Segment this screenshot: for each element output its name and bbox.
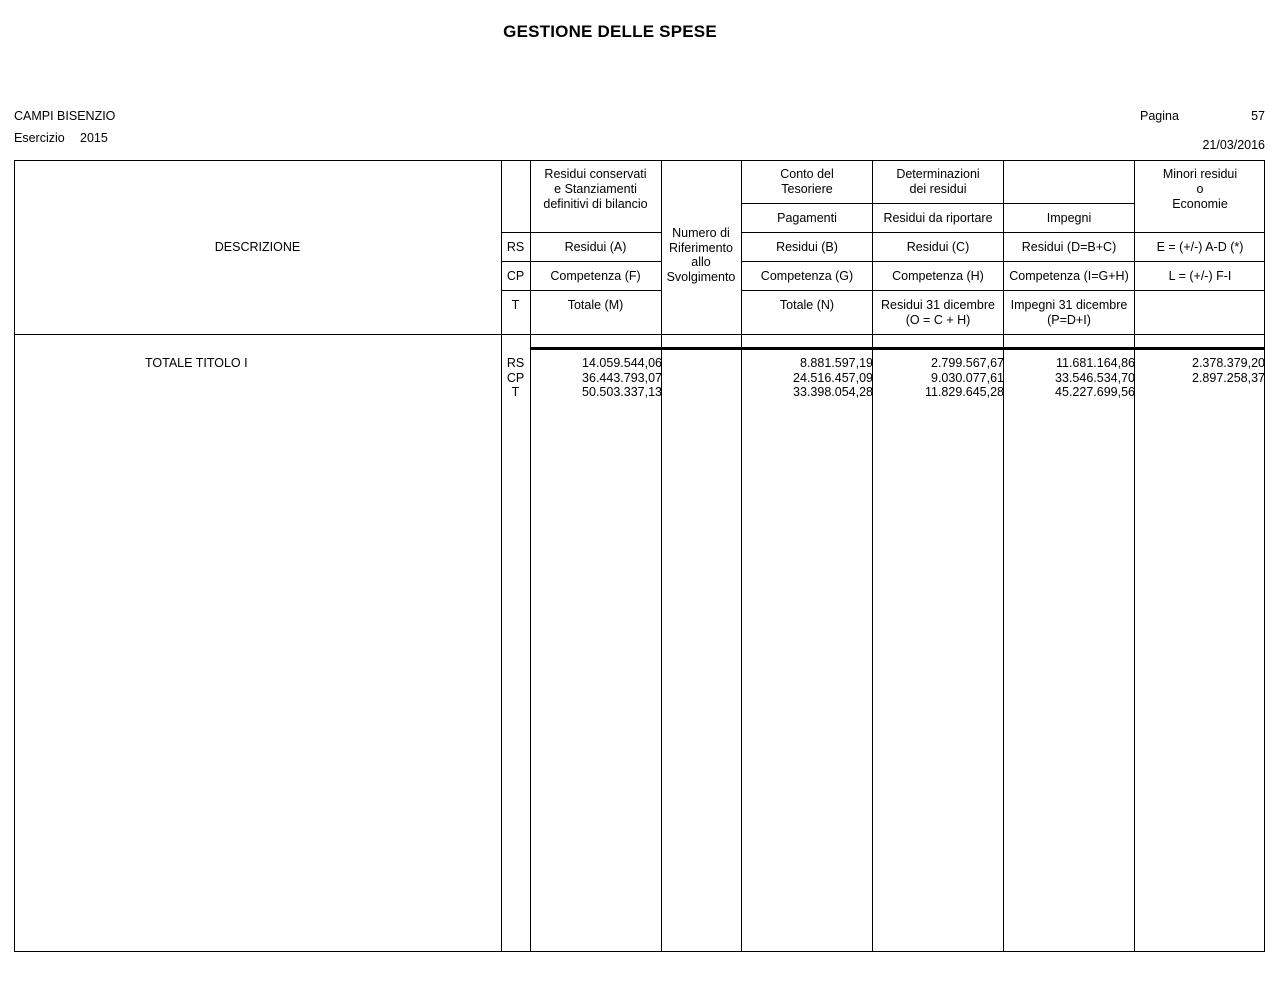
cell-col-d-cp: 33.546.534,70 bbox=[1055, 370, 1135, 385]
report-date: 21/03/2016 bbox=[1202, 138, 1265, 152]
cell-col-e-cp: 2.897.258,37 bbox=[1192, 370, 1265, 385]
page-label: Pagina bbox=[1140, 109, 1179, 123]
header-col-d-t-line1: Impegni 31 dicembre bbox=[1010, 298, 1128, 312]
header-col-e-line1: Minori residui bbox=[1162, 167, 1238, 181]
header-col-a-t: Totale (M) bbox=[567, 298, 624, 312]
header-col-a-cp: Competenza (F) bbox=[550, 269, 641, 283]
header-col-c-line1: Determinazioni bbox=[896, 167, 980, 181]
row-type-rs: RS bbox=[506, 356, 525, 370]
header-col-c-sub: Residui da riportare bbox=[883, 211, 993, 225]
header-col-b-line1: Conto del bbox=[780, 167, 834, 181]
fiscal-year: 2015 bbox=[80, 131, 108, 145]
header-col-d-cp: Competenza (I=G+H) bbox=[1009, 269, 1129, 283]
thick-separator bbox=[530, 347, 1265, 350]
cell-col-a-t: 50.503.337,13 bbox=[582, 385, 662, 399]
row-label: TOTALE TITOLO I bbox=[145, 356, 248, 370]
page-number: 57 bbox=[1251, 109, 1265, 123]
header-rule bbox=[501, 261, 661, 262]
header-col-d-rs: Residui (D=B+C) bbox=[1021, 240, 1117, 254]
cell-col-c-cp: 9.030.077,61 bbox=[931, 370, 1004, 385]
cell-col-e-rs: 2.378.379,20 bbox=[1192, 356, 1265, 370]
header-col-b-sub: Pagamenti bbox=[777, 211, 837, 225]
header-col-e-rs: E = (+/-) A-D (*) bbox=[1156, 240, 1244, 254]
header-col-c-t-line2: (O = C + H) bbox=[905, 313, 971, 327]
header-rule bbox=[742, 261, 1265, 262]
header-col-e-line3: Economie bbox=[1172, 197, 1228, 211]
cell-col-d-rs: 11.681.164,86 bbox=[1055, 356, 1135, 370]
header-type-t: T bbox=[511, 298, 520, 312]
header-rule bbox=[742, 290, 1265, 291]
header-col-ref-line4: Svolgimento bbox=[666, 269, 736, 284]
header-bottom-rule bbox=[14, 334, 1265, 335]
header-col-e-line2: o bbox=[1196, 182, 1204, 196]
header-col-ref-line3: allo bbox=[691, 255, 711, 269]
fiscal-year-label: Esercizio bbox=[14, 131, 65, 145]
cell-col-a-cp: 36.443.793,07 bbox=[582, 370, 662, 385]
header-col-c-t-line1: Residui 31 dicembre bbox=[881, 298, 995, 312]
header-col-c-cp: Competenza (H) bbox=[892, 269, 984, 283]
header-descrizione: DESCRIZIONE bbox=[214, 240, 301, 254]
header-col-a-line2: e Stanziamenti bbox=[554, 182, 637, 196]
header-col-ref-line1: Numero di bbox=[672, 226, 730, 240]
header-col-b-line2: Tesoriere bbox=[781, 182, 833, 196]
header-rule bbox=[742, 203, 1134, 204]
cell-col-c-rs: 2.799.567,67 bbox=[931, 356, 1004, 370]
entity-name: CAMPI BISENZIO bbox=[14, 109, 116, 123]
cell-col-b-t: 33.398.054,28 bbox=[793, 385, 873, 399]
cell-col-d-t: 45.227.699,56 bbox=[1055, 385, 1135, 399]
header-rule bbox=[742, 232, 1265, 233]
header-col-a-line3: definitivi di bilancio bbox=[543, 197, 648, 211]
header-col-ref-line2: Riferimento bbox=[669, 240, 733, 255]
cell-col-a-rs: 14.059.544,06 bbox=[582, 356, 662, 370]
document-title: GESTIONE DELLE SPESE bbox=[503, 22, 717, 41]
header-col-a-line1: Residui conservati bbox=[544, 167, 647, 181]
cell-col-b-cp: 24.516.457,09 bbox=[793, 370, 873, 385]
header-rule bbox=[501, 290, 661, 291]
header-type-rs: RS bbox=[506, 240, 525, 254]
cell-col-c-t: 11.829.645,28 bbox=[924, 385, 1004, 399]
header-col-b-cp: Competenza (G) bbox=[760, 269, 854, 283]
cell-col-b-rs: 8.881.597,19 bbox=[800, 356, 873, 370]
header-type-cp: CP bbox=[506, 269, 525, 283]
header-col-c-line2: dei residui bbox=[909, 182, 967, 196]
header-col-c-rs: Residui (C) bbox=[906, 240, 970, 254]
header-col-a-rs: Residui (A) bbox=[564, 240, 627, 254]
row-type-t: T bbox=[511, 385, 520, 399]
header-col-d-t-line2: (P=D+I) bbox=[1047, 313, 1091, 327]
header-col-b-t: Totale (N) bbox=[779, 298, 835, 312]
row-type-cp: CP bbox=[506, 370, 525, 385]
header-col-b-rs: Residui (B) bbox=[776, 240, 838, 254]
header-col-e-cp: L = (+/-) F-I bbox=[1168, 269, 1232, 283]
header-rule bbox=[501, 232, 661, 233]
header-col-d-sub: Impegni bbox=[1046, 211, 1092, 225]
